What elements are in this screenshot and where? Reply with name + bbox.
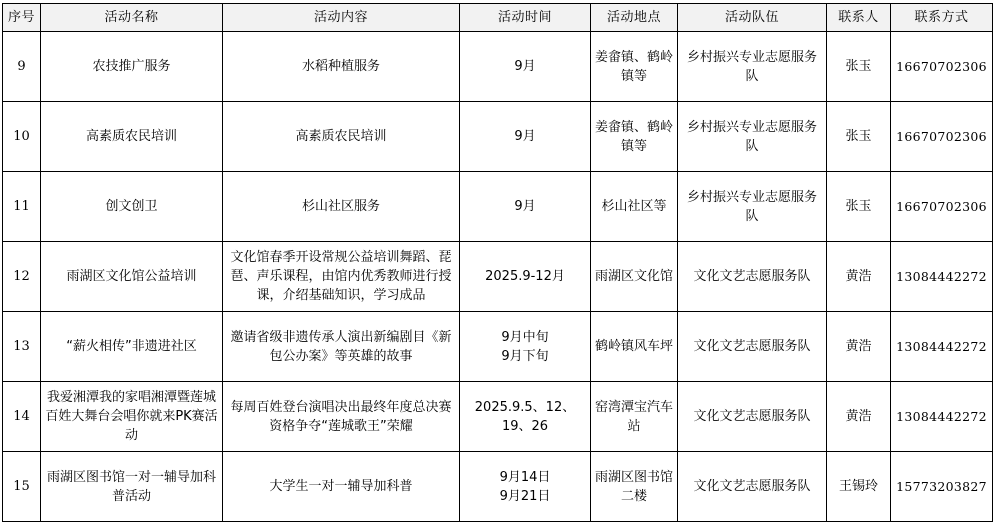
row-time: [460, 452, 591, 522]
row-contact: 张玉: [827, 32, 891, 102]
row-content: 每周百姓登台演唱决出最终年度总决赛资格争夺“莲城歌王”荣耀: [223, 382, 460, 452]
row-no: 11: [3, 172, 41, 242]
table-row: [3, 452, 993, 522]
row-time: [460, 102, 591, 172]
row-no: 9: [3, 32, 41, 102]
header-name: 活动名称: [41, 4, 223, 32]
row-no: 13: [3, 312, 41, 382]
row-name: 创文创卫: [41, 172, 223, 242]
table-row: [3, 312, 993, 382]
row-time-line: 9月: [514, 59, 536, 74]
row-phone: 16670702306: [891, 32, 993, 102]
row-content: 水稻种植服务: [223, 32, 460, 102]
row-time-line: 2025.9.5、12、19、26: [474, 399, 576, 434]
row-team: 乡村振兴专业志愿服务队: [678, 102, 827, 172]
table-header: [3, 4, 993, 32]
row-place: 杉山社区等: [591, 172, 678, 242]
row-time-line: 2025.9-12月: [485, 269, 565, 284]
row-name: 雨湖区文化馆公益培训: [41, 242, 223, 312]
row-content: 邀请省级非遗传承人演出新编剧目《新包公办案》等英雄的故事: [223, 312, 460, 382]
header-team: 活动队伍: [678, 4, 827, 32]
row-contact: 张玉: [827, 172, 891, 242]
row-place: 窑湾潭宝汽车站: [591, 382, 678, 452]
row-phone: 16670702306: [891, 172, 993, 242]
row-no: 12: [3, 242, 41, 312]
row-name: 雨湖区图书馆一对一辅导加科普活动: [41, 452, 223, 522]
row-team: 文化文艺志愿服务队: [678, 312, 827, 382]
row-time-line: 9月下旬: [501, 348, 549, 364]
row-place: 雨湖区图书馆二楼: [591, 452, 678, 522]
row-content: 文化馆春季开设常规公益培训舞蹈、琵琶、声乐课程，由馆内优秀教师进行授课，介绍基础知识，学习成品: [223, 242, 460, 312]
activity-table: [2, 3, 993, 522]
row-time: [460, 172, 591, 242]
header-row: [3, 4, 993, 32]
row-team: 文化文艺志愿服务队: [678, 242, 827, 312]
row-content: 大学生一对一辅导加科普: [223, 452, 460, 522]
row-place: 姜畲镇、鹤岭镇等: [591, 102, 678, 172]
row-content: 高素质农民培训: [223, 102, 460, 172]
header-place: 活动地点: [591, 4, 678, 32]
row-contact: 王锡玲: [827, 452, 891, 522]
table-body: [3, 32, 993, 522]
table-row: [3, 32, 993, 102]
row-time: [460, 32, 591, 102]
row-phone: 13084442272: [891, 312, 993, 382]
row-content: 杉山社区服务: [223, 172, 460, 242]
row-time-line: 9月14日: [499, 469, 551, 485]
header-no: 序号: [3, 4, 41, 32]
row-time: [460, 382, 591, 452]
row-time: [460, 242, 591, 312]
row-place: 姜畲镇、鹤岭镇等: [591, 32, 678, 102]
row-name: “薪火相传”非遗进社区: [41, 312, 223, 382]
row-phone: 15773203827: [891, 452, 993, 522]
table-row: [3, 382, 993, 452]
row-phone: 16670702306: [891, 102, 993, 172]
table-row: [3, 242, 993, 312]
row-time-line: 9月: [514, 199, 536, 214]
header-contact: 联系人: [827, 4, 891, 32]
row-team: 乡村振兴专业志愿服务队: [678, 172, 827, 242]
row-time: [460, 312, 591, 382]
header-time: 活动时间: [460, 4, 591, 32]
row-name: 农技推广服务: [41, 32, 223, 102]
row-contact: 黄浩: [827, 382, 891, 452]
row-place: 鹤岭镇风车坪: [591, 312, 678, 382]
row-no: 15: [3, 452, 41, 522]
header-phone: 联系方式: [891, 4, 993, 32]
row-contact: 黄浩: [827, 312, 891, 382]
row-time-line: 9月21日: [499, 488, 551, 504]
row-phone: 13084442272: [891, 242, 993, 312]
row-place: 雨湖区文化馆: [591, 242, 678, 312]
row-team: 文化文艺志愿服务队: [678, 382, 827, 452]
header-content: 活动内容: [223, 4, 460, 32]
row-name: 高素质农民培训: [41, 102, 223, 172]
row-name: 我爱湘潭我的家唱湘潭暨莲城百姓大舞台会唱你就来PK赛活动: [41, 382, 223, 452]
table-row: [3, 102, 993, 172]
row-no: 14: [3, 382, 41, 452]
row-no: 10: [3, 102, 41, 172]
row-contact: 黄浩: [827, 242, 891, 312]
row-time-line: 9月中旬: [501, 329, 549, 345]
row-contact: 张玉: [827, 102, 891, 172]
row-phone: 13084442272: [891, 382, 993, 452]
row-team: 乡村振兴专业志愿服务队: [678, 32, 827, 102]
row-team: 文化文艺志愿服务队: [678, 452, 827, 522]
row-time-line: 9月: [514, 129, 536, 144]
table-row: [3, 172, 993, 242]
